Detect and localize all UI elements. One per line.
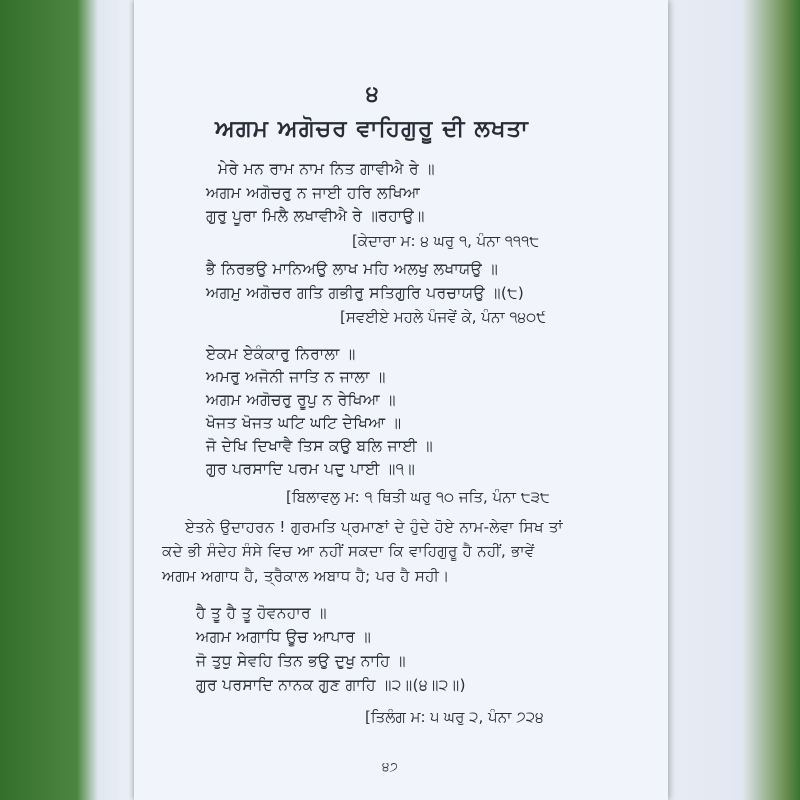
verse1-line2: ਅਗਮ ਅਗੋਚਰੁ ਨ ਜਾਈ ਹਰਿ ਲਖਿਆ: [206, 184, 421, 202]
reference-4: [ਤਿਲੰਗ ਮ: ੫ ਘਰੁ ੨, ਪੰਨਾ ੭੨੪: [365, 708, 544, 726]
reference-3: [ਬਿਲਾਵਲੁ ਮ: ੧ ਥਿਤੀ ਘਰੁ ੧੦ ਜਤਿ, ਪੰਨਾ ੮੩੮: [286, 488, 550, 506]
verse3-line5: ਜੋ ਦੇਖਿ ਦਿਖਾਵੈ ਤਿਸ ਕਉ ਬਲਿ ਜਾਈ ॥: [206, 437, 434, 455]
verse1-line3: ਗੁਰੁ ਪੂਰਾ ਮਿਲੈ ਲਖਾਵੀਐ ਰੇ ॥ਰਹਾਉ॥: [206, 207, 425, 225]
prose-line2: ਕਦੇ ਭੀ ਸੰਦੇਹ ਸੰਸੇ ਵਿਚ ਆ ਨਹੀਂ ਸਕਦਾ ਕਿ ਵਾਹਿਗੁਰੂ ਹੈ ਨਹੀਂ, ਭਾਵੇਂ: [162, 542, 535, 560]
verse3-line4: ਖੋਜਤ ਖੋਜਤ ਘਟਿ ਘਟਿ ਦੇਖਿਆ ॥: [206, 414, 402, 432]
verse1-line1: ਮੇਰੇ ਮਨ ਰਾਮ ਨਾਮ ਨਿਤ ਗਾਵੀਐ ਰੇ ॥: [218, 160, 435, 178]
verse3-line1: ਏਕਮ ਏਕੰਕਾਰੁ ਨਿਰਾਲਾ ॥: [206, 345, 356, 363]
verse3-line6: ਗੁਰ ਪਰਸਾਦਿ ਪਰਮ ਪਦੁ ਪਾਈ ॥੧॥: [206, 460, 416, 478]
page-number: ੪੭: [382, 760, 398, 775]
section-number: ੪: [366, 82, 379, 107]
verse2-line1: ਭੈ ਨਿਰਭਉ ਮਾਨਿਅਉ ਲਾਖ ਮਹਿ ਅਲਖੁ ਲਖਾਯਉ ॥: [206, 260, 499, 278]
prose-line1: ਏਤਨੇ ਉਦਾਹਰਨ ! ਗੁਰਮਤਿ ਪ੍ਰਮਾਣਾਂ ਦੇ ਹੁੰਦੇ ਹੋਏ ਨਾਮ-ਲੇਵਾ ਸਿਖ ਤਾਂ: [185, 518, 563, 536]
verse4-line4: ਗੁਰ ਪਰਸਾਦਿ ਨਾਨਕ ਗੁਣ ਗਾਹਿ ॥੨॥(੪॥੨॥): [196, 676, 466, 694]
verse2-line2: ਅਗਮੁ ਅਗੋਚਰ ਗਤਿ ਗਭੀਰੁ ਸਤਿਗੁਰਿ ਪਰਚਾਯਉ ॥(੮): [206, 284, 525, 302]
reference-1: [ਕੇਦਾਰਾ ਮ: ੪ ਘਰੁ ੧, ਪੰਨਾ ੧੧੧੮: [352, 232, 540, 250]
verse3-line2: ਅਮਰੁ ਅਜੋਨੀ ਜਾਤਿ ਨ ਜਾਲਾ ॥: [206, 368, 386, 386]
verse4-line2: ਅਗਮ ਅਗਾਧਿ ਊਚ ਆਪਾਰ ॥: [196, 628, 372, 646]
page-title: ਅਗਮ ਅਗੋਚਰ ਵਾਹਿਗੁਰੂ ਦੀ ਲਖਤਾ: [215, 116, 529, 142]
verse4-line3: ਜੋ ਤੁਧੁ ਸੇਵਹਿ ਤਿਨ ਭਉ ਦੁਖੁ ਨਾਹਿ ॥: [196, 652, 406, 670]
verse4-line1: ਹੈ ਤੂ ਹੈ ਤੂ ਹੋਵਨਹਾਰ ॥: [196, 604, 327, 622]
reference-2: [ਸਵਈਏ ਮਹਲੇ ਪੰਜਵੇਂ ਕੇ, ਪੰਨਾ ੧੪੦੯: [340, 308, 547, 326]
verse3-line3: ਅਗਮ ਅਗੋਚਰੁ ਰੂਪੁ ਨ ਰੇਖਿਆ ॥: [206, 391, 396, 409]
next-page-edge: [655, 0, 800, 800]
prose-line3: ਅਗਮ ਅਗਾਧ ਹੈ, ਤ੍ਰੈਕਾਲ ਅਬਾਧ ਹੈ; ਪਰ ਹੈ ਸਹੀ।: [162, 567, 450, 585]
